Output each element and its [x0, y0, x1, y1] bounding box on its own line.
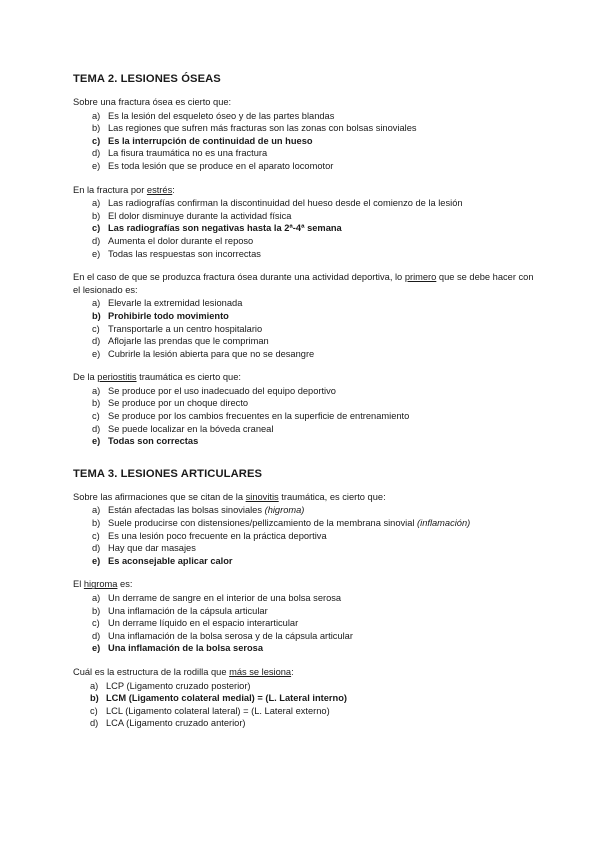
document-page: [73, 72, 543, 730]
section-title-tema-3: TEMA 3. LESIONES ARTICULARES: [73, 467, 263, 480]
answer-option: a) Un derrame de sangre en el interior de una bolsa serosa: [92, 593, 342, 603]
answer-option: b) Suele producirse con distensiones/pellizcamiento de la membrana sinovial (inflamación): [92, 518, 471, 529]
answer-option: a) Las radiografías confirman la discontinuidad del hueso desde el comienzo de la lesión: [92, 198, 463, 209]
answer-option: d) Una inflamación de la bolsa serosa y de la cápsula articular: [92, 630, 353, 641]
answer-option: a) Elevarle la extremidad lesionada: [92, 298, 243, 309]
answer-option: d) La fisura traumática no es una fractura: [92, 148, 268, 159]
answer-option: b) Se produce por un choque directo: [92, 398, 249, 409]
answer-option-correct: b) LCM (Ligamento colateral medial) = (L. Lateral interno): [90, 693, 347, 704]
answer-option: a) Se produce por el uso inadecuado del equipo deportivo: [92, 385, 336, 396]
answer-option: b) Una inflamación de la cápsula articular: [92, 605, 268, 616]
question-stem: De la periostitis traumática es cierto que:: [73, 372, 241, 383]
question-stem: En la fractura por estrés:: [73, 184, 175, 195]
answer-option: c) Transportarle a un centro hospitalario: [92, 323, 263, 334]
answer-option-correct: e) Una inflamación de la bolsa serosa: [92, 643, 264, 654]
answer-option: d) Se puede localizar en la bóveda craneal: [92, 423, 274, 434]
answer-option: b) El dolor disminuye durante la actividad física: [92, 210, 292, 221]
answer-option-correct: c) Las radiografías son negativas hasta la 2ª-4ª semana: [92, 223, 342, 234]
answer-option-correct: e) Es aconsejable aplicar calor: [92, 555, 233, 566]
question-stem: El higroma es:: [73, 579, 133, 590]
answer-option: b) Las regiones que sufren más fracturas son las zonas con bolsas sinoviales: [92, 123, 417, 134]
question-stem: Sobre las afirmaciones que se citan de la sinovitis traumática, es cierto que:: [73, 491, 386, 502]
answer-options: [73, 197, 543, 260]
question-stem: Sobre una fractura ósea es cierto que:: [73, 97, 232, 107]
answer-options: [73, 297, 543, 360]
answer-option: c) Se produce por los cambios frecuentes en la superficie de entrenamiento: [92, 411, 410, 422]
answer-option: a) Están afectadas las bolsas sinoviales (higroma): [92, 505, 305, 516]
question-periostitis: [73, 371, 543, 448]
question-fractura-deportiva: [73, 271, 543, 360]
section-title-tema-2: TEMA 2. LESIONES ÓSEAS: [73, 73, 221, 85]
answer-option: e) Todas las respuestas son incorrectas: [92, 248, 261, 259]
answer-options: [73, 592, 543, 655]
answer-options: [73, 385, 543, 448]
question-stem: En el caso de que se produzca fractura ósea durante una actividad deportiva, lo primero que se debe hacer con el lesionado es:: [73, 272, 534, 295]
answer-option: c) Es una lesión poco frecuente en la práctica deportiva: [92, 530, 327, 541]
answer-option-correct: e) Todas son correctas: [92, 436, 199, 447]
question-rodilla: [73, 666, 543, 730]
question-sinovitis: [73, 491, 543, 568]
answer-option-correct: c) Es la interrupción de continuidad de un hueso: [92, 135, 313, 146]
answer-option-correct: b) Prohibirle todo movimiento: [92, 310, 229, 321]
answer-option: d) Hay que dar masajes: [92, 543, 196, 554]
answer-option: e) Cubrirle la lesión abierta para que no se desangre: [92, 348, 315, 359]
question-fractura-estres: [73, 184, 543, 261]
answer-option: c) LCL (Ligamento colateral lateral) = (L. Lateral externo): [90, 705, 330, 716]
answer-option: c) Un derrame líquido en el espacio interarticular: [92, 618, 299, 629]
answer-option: a) LCP (Ligamento cruzado posterior): [90, 680, 251, 691]
answer-option: d) LCA (Ligamento cruzado anterior): [90, 718, 246, 729]
answer-options: [73, 504, 543, 567]
question-higroma: [73, 578, 543, 655]
answer-option: d) Aumenta el dolor durante el reposo: [92, 235, 254, 246]
answer-option: d) Aflojarle las prendas que le compriman: [92, 336, 269, 347]
answer-option: e) Es toda lesión que se produce en el aparato locomotor: [92, 160, 334, 171]
answer-options: [73, 110, 543, 173]
question-stem: Cuál es la estructura de la rodilla que más se lesiona:: [73, 666, 294, 677]
answer-options: [73, 680, 543, 730]
answer-option: a) Es la lesión del esqueleto óseo y de las partes blandas: [92, 110, 335, 121]
question-fractura-osea: [73, 96, 543, 173]
